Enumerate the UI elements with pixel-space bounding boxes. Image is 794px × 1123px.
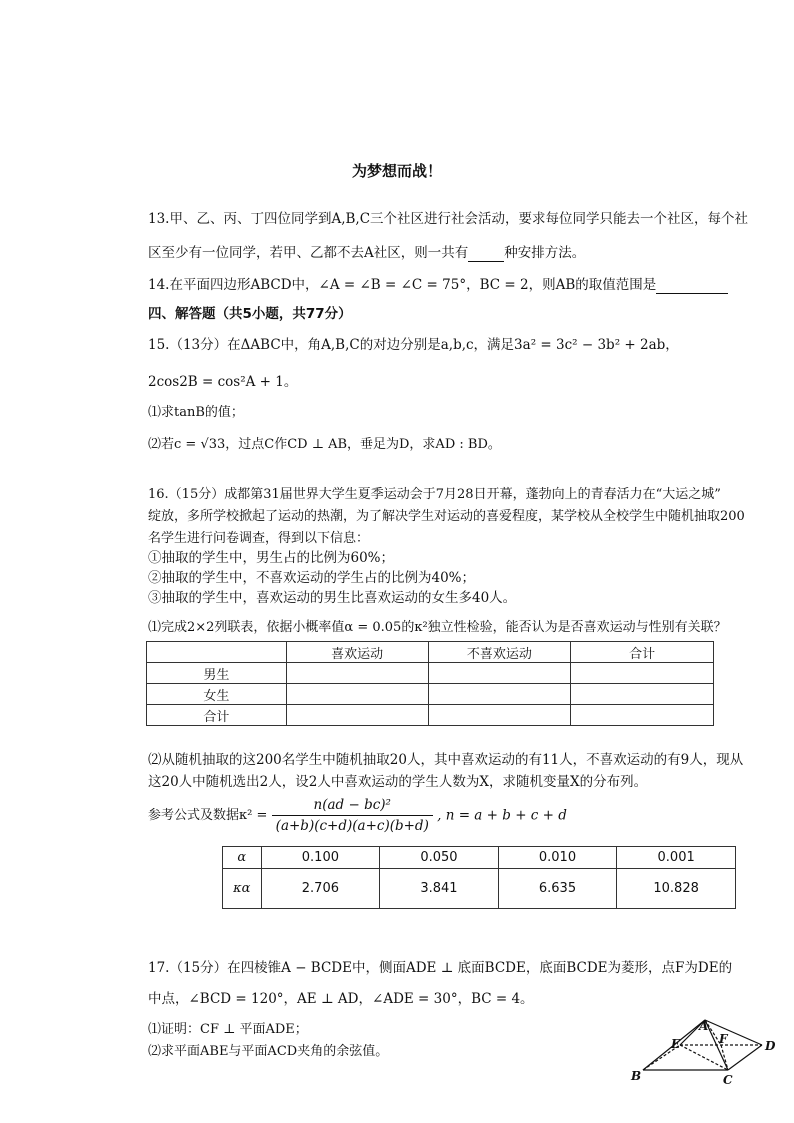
q16-part2-line1: ⑵从随机抽取的这200名学生中随机抽取20人，其中喜欢运动的有11人，不喜欢运动的有9人，现从 <box>148 752 744 768</box>
label-a: A <box>699 1019 709 1033</box>
kappa-row <box>223 869 736 909</box>
table-cell-empty[interactable] <box>571 663 714 684</box>
formula-denominator: (a+b)(c+d)(a+c)(b+d) <box>272 815 433 834</box>
q17-line1: 17.（15分）在四棱锥A − BCDE中，侧面ADE ⊥ 底面BCDE，底面BCDE为菱形，点F为DE的 <box>148 960 733 976</box>
edge-cd <box>728 1045 762 1070</box>
alpha-value: 0.010 <box>498 847 617 869</box>
critical-value-table <box>222 846 736 909</box>
q17-part2: ⑵求平面ABE与平面ACD夹角的余弦值。 <box>148 1044 389 1059</box>
q16-line2: 绽放，多所学校掀起了运动的热潮，为了解决学生对运动的喜爱程度，某学校从全校学生中随机抽取200 <box>148 509 745 524</box>
q16-part1: ⑴完成2×2列联表，依据小概率值α = 0.05的κ²独立性检验，能否认为是否喜欢运动与性别有关联？ <box>148 620 727 635</box>
label-d: D <box>765 1039 776 1053</box>
alpha-value: 0.050 <box>380 847 499 869</box>
row-label: 合计 <box>147 705 287 726</box>
table-row <box>147 705 714 726</box>
label-c: C <box>723 1073 733 1087</box>
table-cell-empty[interactable] <box>428 684 571 705</box>
formula-label: 参考公式及数据κ² = <box>148 807 268 823</box>
table-cell-empty[interactable] <box>428 663 571 684</box>
q15-part2: ⑵若c = √33，过点C作CD ⊥ AB，垂足为D，求AD : BD。 <box>148 437 501 452</box>
q14-answer-blank[interactable] <box>656 277 728 294</box>
q13-line2 <box>148 241 585 262</box>
table-header-cell: 喜欢运动 <box>286 642 428 663</box>
kappa-value: 3.841 <box>380 869 499 909</box>
alpha-value: 0.001 <box>617 847 736 869</box>
table-cell-empty[interactable] <box>286 684 428 705</box>
alpha-row <box>223 847 736 869</box>
edge-ec <box>680 1045 728 1070</box>
q13-answer-blank[interactable] <box>468 245 504 262</box>
table-row <box>147 663 714 684</box>
row-label: 男生 <box>147 663 287 684</box>
table-header-cell <box>147 642 287 663</box>
q16-line3: 名学生进行问卷调查，得到以下信息： <box>148 531 370 546</box>
table-header-cell: 合计 <box>571 642 714 663</box>
page-title: 为梦想而战！ <box>351 162 442 180</box>
kappa-value: 2.706 <box>261 869 380 909</box>
table-cell-empty[interactable] <box>286 705 428 726</box>
table-header-row <box>147 642 714 663</box>
kappa-value: 6.635 <box>498 869 617 909</box>
alpha-value: 0.100 <box>261 847 380 869</box>
section-heading: 四、解答题（共5小题，共77分） <box>148 306 352 322</box>
q13-line2-b: 种安排方法。 <box>504 245 586 261</box>
q15-line2: 2cos2B = cos²A + 1。 <box>148 374 298 390</box>
alpha-label: α <box>223 847 262 869</box>
formula-fraction <box>272 797 433 834</box>
q17-part1: ⑴证明：CF ⊥ 平面ADE； <box>148 1022 308 1037</box>
q16-info-1: ①抽取的学生中，男生占的比例为60%； <box>148 550 395 566</box>
q16-line1: 16.（15分）成都第31届世界大学生夏季运动会于7月28日开幕，蓬勃向上的青春活力在“大运之城” <box>148 487 721 502</box>
table-cell-empty[interactable] <box>571 684 714 705</box>
label-e: E <box>671 1037 681 1051</box>
row-label: 女生 <box>147 684 287 705</box>
table-cell-empty[interactable] <box>571 705 714 726</box>
q15-part1: ⑴求tanB的值； <box>148 405 244 420</box>
reference-formula <box>148 797 567 834</box>
table-header-cell: 不喜欢运动 <box>428 642 571 663</box>
label-b: B <box>631 1069 642 1083</box>
q16-info-3: ③抽取的学生中，喜欢运动的男生比喜欢运动的女生多40人。 <box>148 590 517 606</box>
q13-line1: 13.甲、乙、丙、丁四位同学到A,B,C三个社区进行社会活动，要求每位同学只能去一个社区，每个社 <box>148 211 749 227</box>
q15-line1: 15.（13分）在ΔABC中，角A,B,C的对边分别是a,b,c，满足3a² = 3c² − 3b² + 2ab， <box>148 337 679 353</box>
table-cell-empty[interactable] <box>428 705 571 726</box>
kappa-value: 10.828 <box>617 869 736 909</box>
pyramid-figure <box>625 1018 785 1094</box>
formula-tail: , n = a + b + c + d <box>437 807 567 824</box>
contingency-table <box>146 641 714 726</box>
formula-numerator: n(ad − bc)² <box>313 797 391 813</box>
q14-text: 14.在平面四边形ABCD中，∠A = ∠B = ∠C = 75°，BC = 2，则AB的取值范围是 <box>148 277 657 293</box>
q16-info-2: ②抽取的学生中，不喜欢运动的学生占的比例为40%； <box>148 570 476 586</box>
table-row <box>147 684 714 705</box>
table-cell-empty[interactable] <box>286 663 428 684</box>
q14-line <box>148 273 728 294</box>
label-f: F <box>719 1032 728 1046</box>
q16-part2-line2: 这20人中随机选出2人，设2人中喜欢运动的学生人数为X，求随机变量X的分布列。 <box>148 774 648 790</box>
kappa-label: κα <box>223 869 262 909</box>
q13-line2-a: 区至少有一位同学，若甲、乙都不去A社区，则一共有 <box>148 245 469 261</box>
q17-line2: 中点，∠BCD = 120°，AE ⊥ AD，∠ADE = 30°，BC = 4。 <box>148 991 534 1007</box>
